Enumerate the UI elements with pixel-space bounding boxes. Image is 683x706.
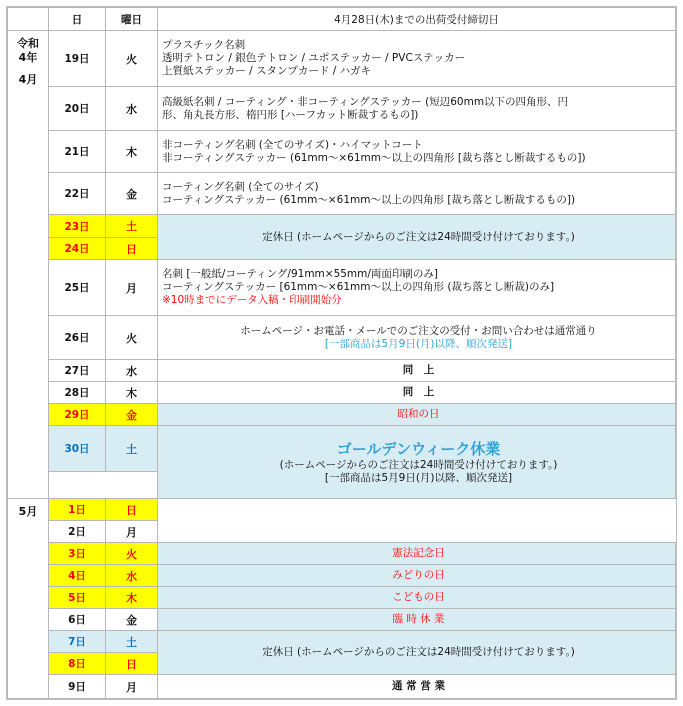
desc-line: コーティングステッカー (61mm～×61mm～以上の四角形 [裁ち落とし断裁するもの]) <box>162 193 576 206</box>
day-cell: 8日 <box>49 653 106 675</box>
weekday-cell: 日 <box>106 653 158 675</box>
weekday-cell: 金 <box>106 173 158 215</box>
holiday-cell: 臨 時 休 業 <box>158 609 676 631</box>
desc-cell <box>158 87 676 131</box>
day-cell: 29日 <box>49 404 106 426</box>
weekday-cell: 木 <box>106 131 158 173</box>
weekday-cell: 日 <box>106 238 158 260</box>
table-row <box>8 499 676 521</box>
table-row <box>8 316 676 360</box>
day-cell: 21日 <box>49 131 106 173</box>
desc-cell <box>158 316 676 360</box>
desc-line: コーティングステッカー [61mm～×61mm～以上の四角形 (裁ち落とし断裁)のみ] <box>162 281 555 293</box>
desc-line: プラスチック名刺 <box>162 39 246 51</box>
day-cell: 3日 <box>49 543 106 565</box>
day-cell: 7日 <box>49 631 106 653</box>
desc-line: 上質紙ステッカー / スタンプカード / ハガキ <box>162 65 372 77</box>
header-month <box>8 8 49 31</box>
day-cell: 1日 <box>49 499 106 521</box>
header-row <box>8 8 676 31</box>
day-cell: 26日 <box>49 316 106 360</box>
day-cell: 2日 <box>49 521 106 543</box>
day-cell: 5日 <box>49 587 106 609</box>
table-row <box>8 87 676 131</box>
day-cell: 6日 <box>49 609 106 631</box>
desc-line-blue: [一部商品は5月9日(月)以降、順次発送] <box>324 337 513 350</box>
table-row <box>8 31 676 87</box>
day-cell: 28日 <box>49 382 106 404</box>
table-row <box>8 631 676 653</box>
day-cell: 4日 <box>49 565 106 587</box>
month-may-cell <box>8 499 49 699</box>
table-row <box>8 543 676 565</box>
day-cell: 20日 <box>49 87 106 131</box>
table-row <box>8 360 676 382</box>
weekday-cell: 土 <box>106 215 158 238</box>
table-row <box>8 609 676 631</box>
table-row <box>8 173 676 215</box>
day-cell: 22日 <box>49 173 106 215</box>
day-cell: 9日 <box>49 675 106 699</box>
header-note: 4月28日(木)までの出荷受付締切日 <box>158 8 676 31</box>
desc-line: コーティング名刺 (全てのサイズ) <box>162 180 319 193</box>
holiday-cell: みどりの日 <box>158 565 676 587</box>
header-day: 日 <box>49 8 106 31</box>
weekday-cell: 火 <box>106 31 158 87</box>
weekday-cell: 月 <box>106 675 158 699</box>
weekday-cell: 月 <box>106 521 158 543</box>
weekday-cell: 土 <box>106 426 158 472</box>
golden-week-line: (ホームページからのご注文は24時間受け付けております。) <box>279 458 558 471</box>
desc-line: 非コーティング名刺 (全てのサイズ)・ハイマットコート <box>162 138 423 151</box>
day-cell: 23日 <box>49 215 106 238</box>
header-weekday: 曜日 <box>106 8 158 31</box>
holiday-cell: こどもの日 <box>158 587 676 609</box>
day-cell: 19日 <box>49 31 106 87</box>
table-row <box>8 426 676 472</box>
day-cell: 27日 <box>49 360 106 382</box>
golden-week-line: [一部商品は5月9日(月)以降、順次発送] <box>324 471 513 484</box>
table-row <box>8 215 676 238</box>
desc-line: 透明テトロン / 銀色テトロン / ユポステッカー / PVCステッカー <box>162 52 466 64</box>
table-row <box>8 260 676 316</box>
desc-line: 非コーティングステッカー (61mm～×61mm～以上の四角形 [裁ち落とし断裁するもの]) <box>162 151 586 164</box>
weekday-cell: 火 <box>106 316 158 360</box>
desc-cell: 同 上 <box>158 360 676 382</box>
weekday-cell: 日 <box>106 499 158 521</box>
desc-cell <box>158 173 676 215</box>
month-label-april: 4月 <box>18 73 38 86</box>
day-cell: 24日 <box>49 238 106 260</box>
desc-cell: 同 上 <box>158 382 676 404</box>
weekday-cell: 金 <box>106 404 158 426</box>
table-row <box>8 131 676 173</box>
closed-note-cell: 定休日 (ホームページからのご注文は24時間受け付けております。) <box>158 631 676 675</box>
era-label: 令和 <box>17 37 39 50</box>
desc-cell <box>158 260 676 316</box>
weekday-cell: 火 <box>106 543 158 565</box>
desc-line: ホームページ・お電話・メールでのご注文の受付・お問い合わせは通常通り <box>240 324 597 337</box>
day-cell: 30日 <box>49 426 106 472</box>
golden-week-title: ゴールデンウィーク休業 <box>336 439 501 458</box>
weekday-cell: 木 <box>106 587 158 609</box>
weekday-cell: 水 <box>106 360 158 382</box>
weekday-cell: 木 <box>106 382 158 404</box>
table-row <box>8 404 676 426</box>
desc-line: 形、角丸長方形、楕円形 [ハーフカット断裁するもの]) <box>162 108 419 121</box>
desc-cell: 通 常 営 業 <box>158 675 676 699</box>
desc-cell <box>158 131 676 173</box>
shipping-schedule-table <box>7 7 676 699</box>
weekday-cell: 水 <box>106 87 158 131</box>
weekday-cell: 金 <box>106 609 158 631</box>
month-april-cell <box>8 31 49 499</box>
table-row <box>8 521 676 543</box>
month-label-may: 5月 <box>18 505 38 518</box>
year-label: 4年 <box>18 51 38 64</box>
holiday-cell: 憲法記念日 <box>158 543 676 565</box>
table-row <box>8 382 676 404</box>
weekday-cell: 土 <box>106 631 158 653</box>
desc-line: 高級紙名刺 / コーティング・非コーティングステッカー (短辺60mm以下の四角形、円 <box>162 95 569 108</box>
desc-cell <box>158 31 676 87</box>
closed-note-cell: 定休日 (ホームページからのご注文は24時間受け付けております。) <box>158 215 676 260</box>
desc-line-red: ※10時までにデータ入稿・印刷開始分 <box>162 294 342 306</box>
schedule-frame <box>6 6 677 700</box>
holiday-cell: 昭和の日 <box>158 404 676 426</box>
day-cell: 25日 <box>49 260 106 316</box>
table-row <box>8 565 676 587</box>
golden-week-cell <box>158 426 676 499</box>
table-row <box>8 587 676 609</box>
table-row <box>8 675 676 699</box>
desc-line: 名刺 [一般紙/コーティング/91mm×55mm/両面印刷のみ] <box>162 268 439 280</box>
weekday-cell: 水 <box>106 565 158 587</box>
weekday-cell: 月 <box>106 260 158 316</box>
